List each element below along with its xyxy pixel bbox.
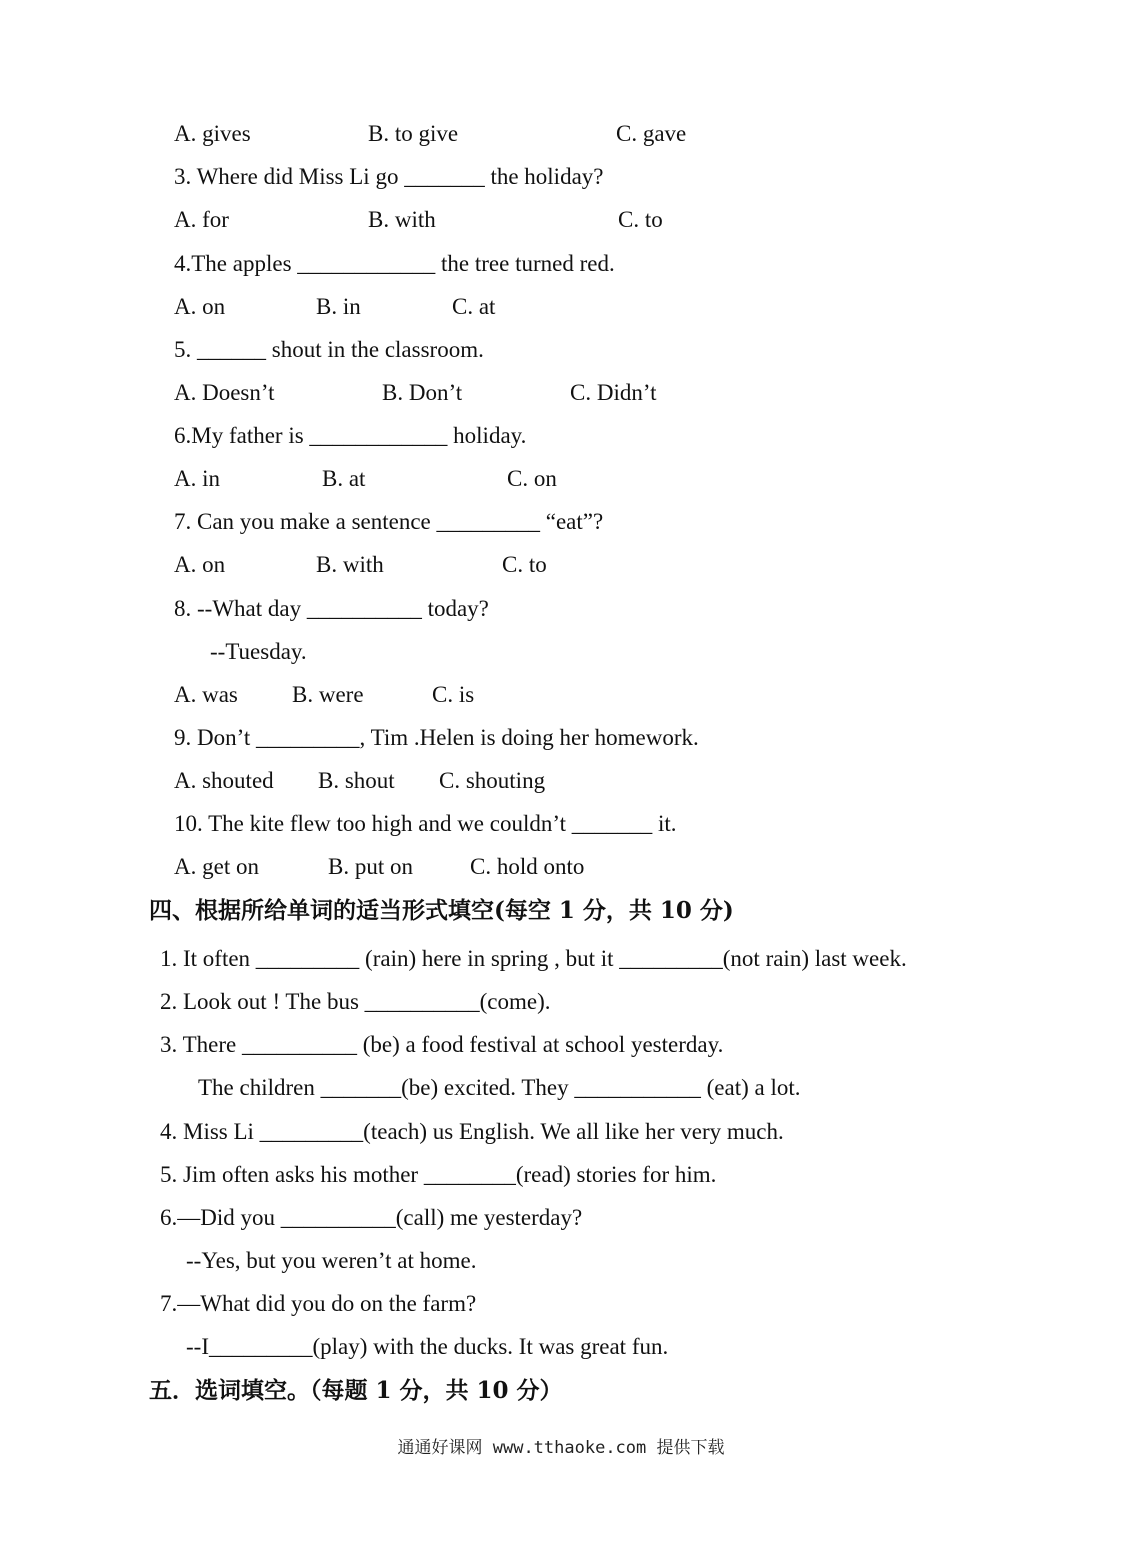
s4-line-6b: --Yes, but you weren’t at home. — [186, 1248, 477, 1273]
q8-text: 8. --What day __________ today? — [174, 596, 489, 621]
q10-option-b: B. put on — [328, 854, 413, 879]
q4-text: 4.The apples ____________ the tree turned red. — [174, 251, 615, 276]
q8-option-c: C. is — [432, 682, 475, 707]
page-footer: 通通好课网 www.tthaoke.com 提供下载 — [397, 1438, 725, 1458]
s4-line-7b: --I_________(play) with the ducks. It was great fun. — [186, 1334, 669, 1359]
q10-option-c: C. hold onto — [470, 854, 585, 879]
s4-line-1: 1. It often _________ (rain) here in spring , but it _________(not rain) last week. — [160, 946, 907, 971]
s4-line-3: 3. There __________ (be) a food festival at school yesterday. — [160, 1032, 724, 1057]
q2-option-c: C. gave — [616, 121, 687, 146]
s4-line-4: 4. Miss Li _________(teach) us English. We all like her very much. — [160, 1119, 784, 1144]
q5-option-c: C. Didn’t — [570, 380, 657, 405]
q9-option-a: A. shouted — [174, 768, 274, 793]
q5-option-b: B. Don’t — [382, 380, 463, 405]
q6-text: 6.My father is ____________ holiday. — [174, 423, 527, 448]
q7-option-c: C. to — [502, 552, 547, 577]
section5-heading: 五．选词填空。（每题 1 分，共 10 分） — [149, 1377, 563, 1404]
q6-option-b: B. at — [322, 466, 366, 491]
q10-option-a: A. get on — [174, 854, 259, 879]
q3-text: 3. Where did Miss Li go _______ the holiday? — [174, 164, 604, 189]
q3-option-a: A. for — [174, 207, 229, 232]
q2-option-a: A. gives — [174, 121, 251, 146]
q5-text: 5. ______ shout in the classroom. — [174, 337, 484, 362]
q8-answer: --Tuesday. — [210, 639, 307, 664]
q10-text: 10. The kite flew too high and we couldn’t _______ it. — [174, 811, 677, 836]
q8-option-a: A. was — [174, 682, 238, 707]
q7-option-a: A. on — [174, 552, 226, 577]
section4-heading: 四、根据所给单词的适当形式填空(每空 1 分，共 10 分) — [149, 897, 734, 924]
q6-option-c: C. on — [507, 466, 557, 491]
q2-option-b: B. to give — [368, 121, 459, 146]
q3-option-b: B. with — [368, 207, 436, 232]
q5-option-a: A. Doesn’t — [174, 380, 275, 405]
q6-option-a: A. in — [174, 466, 220, 491]
q4-option-b: B. in — [316, 294, 361, 319]
q9-option-c: C. shouting — [439, 768, 546, 793]
s4-line-5: 5. Jim often asks his mother ________(read) stories for him. — [160, 1162, 717, 1187]
s4-line-2: 2. Look out ! The bus __________(come). — [160, 989, 551, 1014]
q4-option-a: A. on — [174, 294, 226, 319]
q3-option-c: C. to — [618, 207, 663, 232]
q8-option-b: B. were — [292, 682, 364, 707]
s4-line-3b: The children _______(be) excited. They ___________ (eat) a lot. — [198, 1075, 801, 1100]
q9-option-b: B. shout — [318, 768, 395, 793]
q4-option-c: C. at — [452, 294, 496, 319]
s4-line-6: 6.—Did you __________(call) me yesterday? — [160, 1205, 583, 1230]
q7-option-b: B. with — [316, 552, 384, 577]
q9-text: 9. Don’t _________, Tim .Helen is doing her homework. — [174, 725, 699, 750]
s4-line-7: 7.—What did you do on the farm? — [160, 1291, 477, 1316]
q7-text: 7. Can you make a sentence _________ “eat”? — [174, 509, 604, 534]
